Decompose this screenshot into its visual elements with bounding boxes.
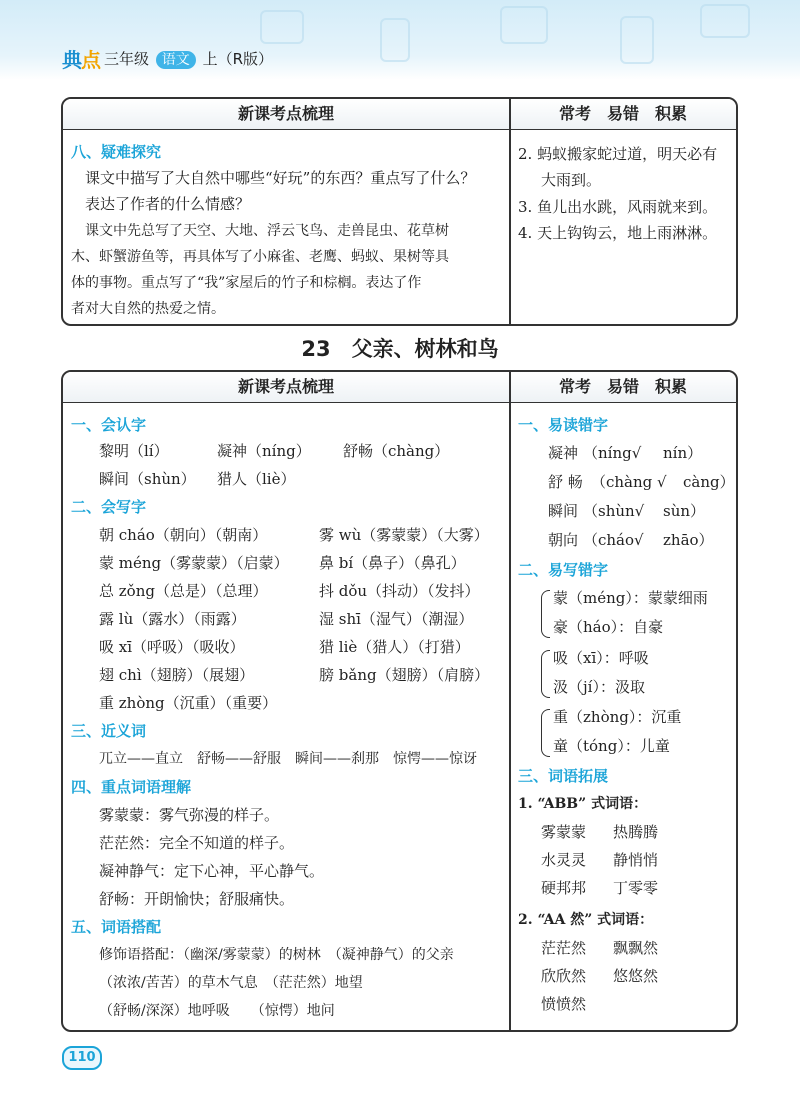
answer-line: 木、虾蟹游鱼等，再具体写了小麻雀、老鹰、蚂蚁、果树等具 bbox=[71, 249, 449, 265]
proverb-2: 2. 蚂蚁搬家蛇过道，明天必有 bbox=[518, 145, 718, 163]
abb-word: 热腾腾 bbox=[613, 823, 659, 841]
miswrite-item: 蒙（méng）：蒙蒙细雨 bbox=[553, 589, 708, 607]
definition-line: 茫茫然：完全不知道的样子。 bbox=[99, 834, 295, 852]
synonyms-line: 兀立——直立 舒畅——舒服 瞬间——刹那 惊愕——惊讶 bbox=[99, 751, 477, 767]
miswrite-item: 童（tóng）：儿童 bbox=[553, 737, 670, 755]
page-number: 110 bbox=[62, 1046, 102, 1070]
misread-right: （shùn√ bbox=[583, 502, 645, 520]
answer-line: 课文中先总写了天空、大地、浮云飞鸟、走兽昆虫、花草树 bbox=[85, 223, 449, 239]
answer-line: 体的事物。重点写了“我”家屋后的竹子和棕榈。表达了作 bbox=[71, 275, 422, 291]
collocation-line: （舒畅/深深）地呼吸 （惊愕）地问 bbox=[99, 1003, 335, 1019]
section-1-heading: 一、会认字 bbox=[71, 416, 147, 434]
header-info bbox=[104, 48, 273, 69]
write-item: 鼻 bí（鼻子）（鼻孔） bbox=[319, 554, 466, 572]
misread-wrong: nín） bbox=[663, 444, 703, 462]
recognize-item: 黎明（lí） bbox=[99, 442, 169, 460]
aa-word: 愤愤然 bbox=[541, 995, 587, 1013]
write-item: 湿 shī（湿气）（潮湿） bbox=[319, 610, 474, 628]
answer-line: 者对大自然的热爱之情。 bbox=[71, 301, 225, 317]
section-3-heading: 三、近义词 bbox=[71, 722, 147, 740]
right-section-3-heading: 三、词语拓展 bbox=[518, 767, 609, 785]
abb-word: 雾蒙蒙 bbox=[541, 823, 587, 841]
write-item: 猎 liè（猎人）（打猎） bbox=[319, 638, 470, 656]
right-section-1-heading: 一、易读错字 bbox=[518, 416, 609, 434]
aa-word: 欣欣然 bbox=[541, 967, 587, 985]
write-item: 露 lù（露水）（雨露） bbox=[99, 610, 246, 628]
misread-right: （níng√ bbox=[583, 444, 642, 462]
grade-label: 三年级 bbox=[104, 50, 150, 68]
aa-word: 飘飘然 bbox=[613, 939, 659, 957]
write-item: 蒙 méng（雾蒙蒙）（启蒙） bbox=[99, 554, 289, 572]
panel-main bbox=[61, 370, 738, 1032]
brand-dot: 点 bbox=[81, 48, 100, 72]
miswrite-item: 吸（xī）：呼吸 bbox=[553, 649, 649, 667]
question-line: 课文中描写了大自然中哪些“好玩”的东西？重点写了什么？ bbox=[85, 169, 476, 187]
section-4-heading: 四、重点词语理解 bbox=[71, 778, 192, 796]
panel-top-divider bbox=[509, 99, 511, 324]
panel-top-right-title: 常考 易错 积累 bbox=[510, 99, 736, 130]
proverb-3: 3. 鱼儿出水跳，风雨就来到。 bbox=[518, 198, 718, 216]
misread-wrong: càng） bbox=[683, 473, 735, 491]
question-line: 表达了作者的什么情感？ bbox=[85, 195, 251, 213]
panel-top-left-title: 新课考点梳理 bbox=[63, 99, 509, 130]
definition-line: 雾蒙蒙：雾气弥漫的样子。 bbox=[99, 806, 280, 824]
brace bbox=[541, 590, 550, 638]
recognize-item: 瞬间（shùn） bbox=[99, 470, 196, 488]
write-item: 翅 chì（翅膀）（展翅） bbox=[99, 666, 255, 684]
write-item: 总 zǒng（总是）（总理） bbox=[99, 582, 268, 600]
aa-word: 悠悠然 bbox=[613, 967, 659, 985]
right-section-2-heading: 二、易写错字 bbox=[518, 561, 609, 579]
recognize-item: 舒畅（chàng） bbox=[343, 442, 450, 460]
write-item: 朝 cháo（朝向）（朝南） bbox=[99, 526, 268, 544]
write-item: 重 zhòng（沉重）（重要） bbox=[99, 694, 278, 712]
misread-word: 瞬间 bbox=[548, 502, 579, 520]
write-item: 抖 dǒu（抖动）（发抖） bbox=[319, 582, 480, 600]
section-8-heading: 八、疑难探究 bbox=[71, 143, 162, 161]
abb-word: 静悄悄 bbox=[613, 851, 659, 869]
subject-pill: 语文 bbox=[156, 51, 196, 69]
lesson-title: 23 父亲、树林和鸟 bbox=[301, 337, 499, 361]
brace bbox=[541, 650, 550, 698]
miswrite-item: 重（zhòng）：沉重 bbox=[553, 708, 682, 726]
brace bbox=[541, 709, 550, 757]
section-5-heading: 五、词语搭配 bbox=[71, 918, 162, 936]
abb-heading: 1. “ABB” 式词语： bbox=[518, 796, 648, 812]
abb-word: 丁零零 bbox=[613, 879, 659, 897]
aa-heading: 2. “AA 然” 式词语： bbox=[518, 912, 654, 928]
abb-word: 水灵灵 bbox=[541, 851, 587, 869]
recognize-item: 凝神（níng） bbox=[217, 442, 311, 460]
miswrite-item: 汲（jí）：汲取 bbox=[553, 678, 645, 696]
edition-label: 上（R版） bbox=[202, 50, 274, 68]
collocation-line: （浓浓/苦苦）的草木气息 （茫茫然）地望 bbox=[99, 975, 363, 991]
definition-line: 舒畅：开朗愉快；舒服痛快。 bbox=[99, 890, 295, 908]
aa-word: 茫茫然 bbox=[541, 939, 587, 957]
write-item: 雾 wù（雾蒙蒙）（大雾） bbox=[319, 526, 489, 544]
panel-main-divider bbox=[509, 372, 511, 1030]
section-2-heading: 二、会写字 bbox=[71, 498, 147, 516]
misread-right: （cháo√ bbox=[583, 531, 644, 549]
misread-wrong: sùn） bbox=[663, 502, 706, 520]
proverb-2-cont: 大雨到。 bbox=[541, 171, 602, 189]
brand-logo bbox=[62, 44, 100, 73]
write-item: 膀 bǎng（翅膀）（肩膀） bbox=[319, 666, 490, 684]
definition-line: 凝神静气：定下心神，平心静气。 bbox=[99, 862, 325, 880]
collocation-line: 修饰语搭配：（幽深/雾蒙蒙）的树林 （凝神静气）的父亲 bbox=[99, 947, 454, 963]
panel-top bbox=[61, 97, 738, 326]
misread-word: 凝神 bbox=[548, 444, 579, 462]
miswrite-item: 豪（háo）：自豪 bbox=[553, 618, 664, 636]
misread-wrong: zhāo） bbox=[663, 531, 714, 549]
proverb-4: 4. 天上钩钩云，地上雨淋淋。 bbox=[518, 224, 718, 242]
misread-word: 朝向 bbox=[548, 531, 579, 549]
panel-main-left-title: 新课考点梳理 bbox=[63, 372, 509, 403]
write-item: 吸 xī（呼吸）（吸收） bbox=[99, 638, 245, 656]
misread-word: 舒 畅 bbox=[548, 473, 583, 491]
misread-right: （chàng √ bbox=[591, 473, 667, 491]
panel-main-right-title: 常考 易错 积累 bbox=[510, 372, 736, 403]
abb-word: 硬邦邦 bbox=[541, 879, 587, 897]
recognize-item: 猎人（liè） bbox=[217, 470, 296, 488]
brand-main: 典 bbox=[62, 48, 81, 72]
